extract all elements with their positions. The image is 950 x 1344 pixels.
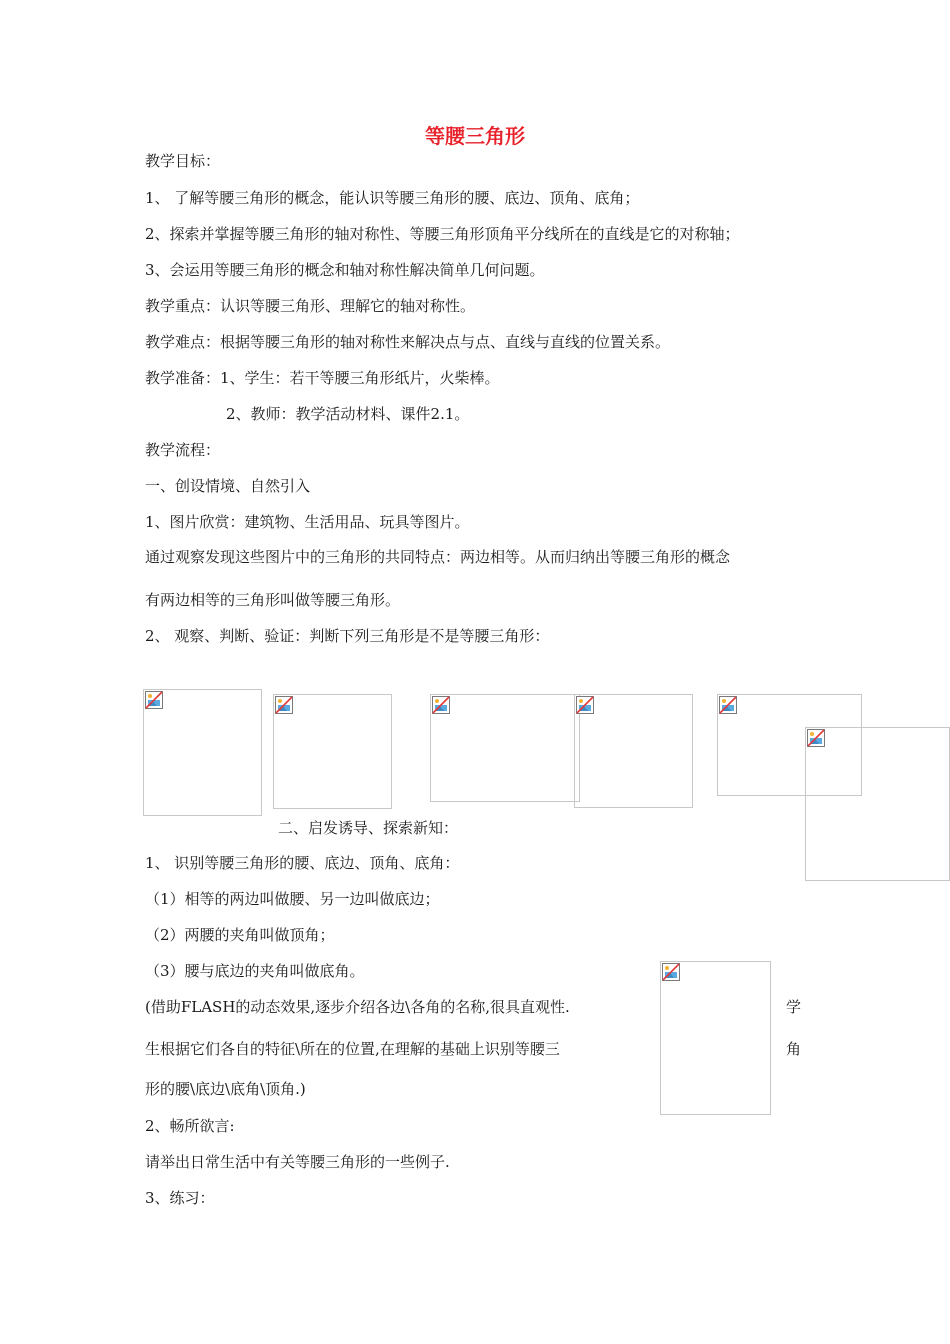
broken-image-icon <box>719 696 737 714</box>
text-line: 2、畅所欲言: <box>145 1117 235 1135</box>
text-line: 通过观察发现这些图片中的三角形的共同特点：两边相等。从而归纳出等腰三角形的概念 <box>145 548 731 566</box>
broken-image-icon <box>576 696 594 714</box>
text-line: 3、练习： <box>145 1189 215 1207</box>
text-line: 请举出日常生活中有关等腰三角形的一些例子. <box>145 1153 450 1171</box>
text-line: 3、会运用等腰三角形的概念和轴对称性解决简单几何问题。 <box>145 261 545 279</box>
text-line: 教学流程： <box>145 441 221 459</box>
broken-image-icon <box>275 696 293 714</box>
side-text: 角 <box>786 1040 802 1058</box>
broken-image-icon <box>145 691 163 709</box>
triangle-image-6 <box>805 727 950 881</box>
triangle-image-1 <box>143 689 262 816</box>
text-line: 2、教师：教学活动材料、课件2.1。 <box>226 405 470 423</box>
text-line: 教学重点：认识等腰三角形、理解它的轴对称性。 <box>145 297 476 315</box>
text-line: 教学目标： <box>145 152 221 170</box>
text-line: 1、图片欣赏：建筑物、生活用品、玩具等图片。 <box>145 513 470 531</box>
text-line: （2）两腰的夹角叫做顶角； <box>145 926 335 944</box>
text-line: 教学准备：1、学生：若干等腰三角形纸片，火柴棒。 <box>145 369 500 387</box>
document-title: 等腰三角形 <box>425 124 525 148</box>
triangle-image-3 <box>430 694 580 802</box>
broken-image-icon <box>432 696 450 714</box>
text-line: (借助FLASH的动态效果,逐步介绍各边\各角的名称,很具直观性. <box>145 998 570 1016</box>
side-text: 学 <box>786 998 802 1016</box>
triangle-image-2 <box>273 694 392 809</box>
text-line: 二、启发诱导、探索新知： <box>278 819 459 837</box>
text-line: （1）相等的两边叫做腰、另一边叫做底边； <box>145 890 440 908</box>
text-line: 生根据它们各自的特征\所在的位置,在理解的基础上识别等腰三 <box>145 1040 560 1058</box>
text-line: 2、探索并掌握等腰三角形的轴对称性、等腰三角形顶角平分线所在的直线是它的对称轴； <box>145 225 740 243</box>
text-line: 形的腰\底边\底角\顶角.) <box>145 1080 306 1098</box>
triangle-image-4 <box>574 694 693 808</box>
text-line: 1、 识别等腰三角形的腰、底边、顶角、底角： <box>145 854 460 872</box>
text-line: 2、 观察、判断、验证：判断下列三角形是不是等腰三角形： <box>145 627 550 645</box>
text-line: （3）腰与底边的夹角叫做底角。 <box>145 962 365 980</box>
text-line: 一、创设情境、自然引入 <box>145 477 311 495</box>
text-line: 有两边相等的三角形叫做等腰三角形。 <box>145 591 401 609</box>
text-line: 1、 了解等腰三角形的概念，能认识等腰三角形的腰、底边、顶角、底角； <box>145 189 640 207</box>
text-line: 教学难点：根据等腰三角形的轴对称性来解决点与点、直线与直线的位置关系。 <box>145 333 671 351</box>
broken-image-icon <box>662 963 680 981</box>
flash-illustration-image <box>660 961 771 1115</box>
broken-image-icon <box>807 729 825 747</box>
